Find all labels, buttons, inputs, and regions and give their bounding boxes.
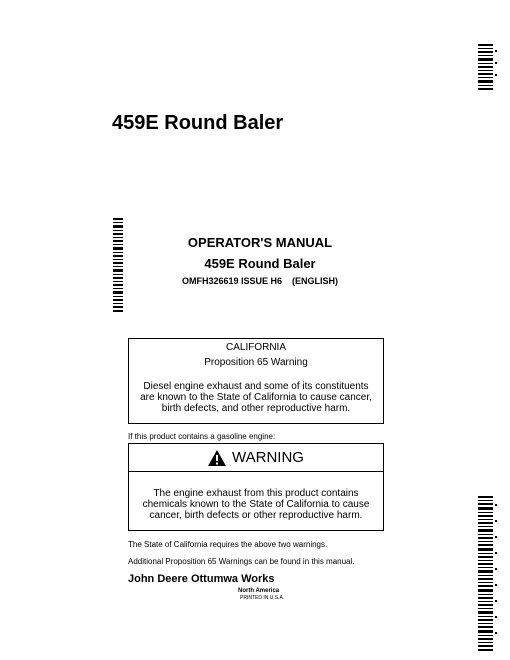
gasoline-note: If this product contains a gasoline engine: (128, 432, 276, 441)
california-body: Diesel engine exhaust and some of its constituents are known to the State of California to cause cancer, birth defects, and other reproductive harm. (140, 381, 372, 414)
warning-triangle-icon (208, 450, 226, 466)
barcode-top-right (478, 44, 500, 92)
manual-title: OPERATOR'S MANUAL (187, 235, 333, 250)
two-warnings-note: The State of California requires the above two warnings. (128, 540, 328, 549)
california-heading: CALIFORNIA (225, 342, 286, 353)
company-name: John Deere Ottumwa Works (128, 573, 275, 585)
warning-box (128, 443, 384, 531)
barcode-bottom-right (478, 496, 500, 651)
printed-label: PRINTED IN U.S.A. (240, 595, 285, 601)
model-subtitle: 459E Round Baler (204, 256, 316, 271)
california-subheading: Proposition 65 Warning (204, 357, 308, 368)
publication-line: OMFH326619 ISSUE H6 (ENGLISH) (181, 276, 339, 286)
california-notice-box (128, 338, 384, 424)
barcode-left (113, 218, 125, 313)
warning-header (129, 444, 383, 472)
region-label: North America (238, 588, 280, 594)
warning-label: WARNING (232, 449, 304, 466)
main-title: 459E Round Baler (112, 112, 284, 134)
warning-body: The engine exhaust from this product contains chemicals known to the State of California to cause cancer, birth defects or other reproductive harm. (142, 488, 370, 521)
additional-warnings-note: Additional Proposition 65 Warnings can be found in this manual. (128, 557, 355, 566)
